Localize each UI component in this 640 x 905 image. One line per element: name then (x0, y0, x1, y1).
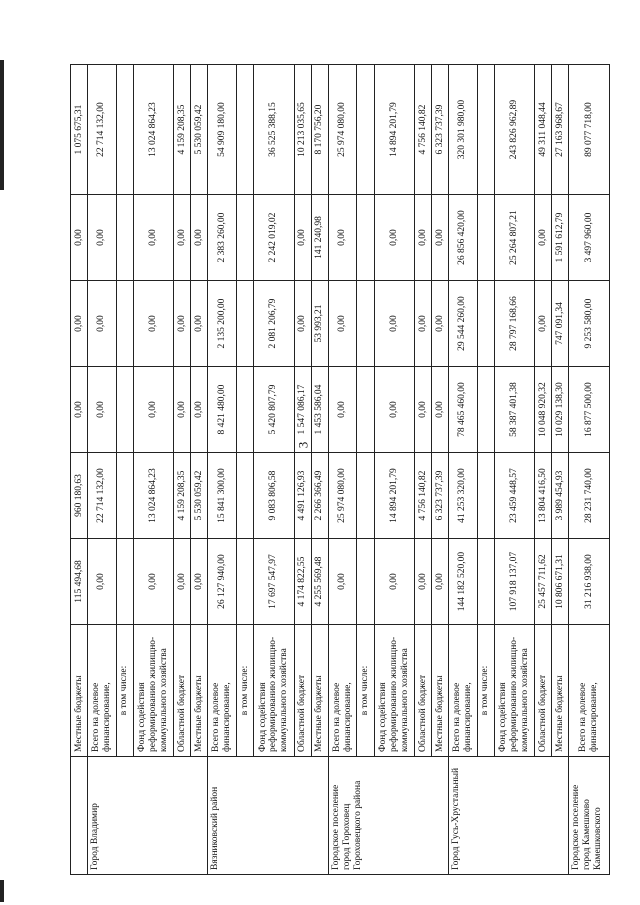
funding-source-cell: Местные бюджеты (311, 625, 328, 757)
value-cell: 58 387 401,38 (494, 367, 534, 453)
value-cell: 747 091,34 (552, 281, 569, 367)
value-cell: 17 697 547,97 (254, 539, 294, 625)
value-cell: 3 497 960,00 (569, 195, 610, 281)
value-cell: 25 974 080,00 (328, 453, 357, 539)
value-cell: 0,00 (88, 539, 117, 625)
value-cell (116, 195, 133, 281)
value-cell: 10 806 671,31 (552, 539, 569, 625)
table-row (71, 65, 88, 875)
funding-source-cell: Областной бюджет (174, 625, 191, 757)
total-value-cell: 10 213 035,65 (294, 65, 311, 195)
total-value-cell: 14 894 201,79 (374, 65, 414, 195)
table-row (294, 65, 311, 875)
value-cell: 0,00 (414, 281, 431, 367)
value-cell: 0,00 (432, 281, 449, 367)
value-cell: 2 081 206,79 (254, 281, 294, 367)
value-cell: 2 242 019,02 (254, 195, 294, 281)
value-cell: 28 231 740,00 (569, 453, 610, 539)
value-cell: 0,00 (174, 195, 191, 281)
table-row (174, 65, 191, 875)
value-cell (357, 367, 374, 453)
value-cell: 0,00 (294, 281, 311, 367)
municipality-cell: Город Гусь-Хрустальный (449, 757, 569, 875)
value-cell: 141 240,98 (311, 195, 328, 281)
value-cell: 0,00 (294, 195, 311, 281)
value-cell: 0,00 (133, 539, 173, 625)
value-cell: 0,00 (191, 367, 208, 453)
value-cell: 9 253 580,00 (569, 281, 610, 367)
value-cell: 2 383 260,00 (208, 195, 237, 281)
page-number: 3 (295, 441, 311, 449)
value-cell: 8 421 480,00 (208, 367, 237, 453)
value-cell (477, 281, 494, 367)
value-cell: 960 180,63 (71, 453, 88, 539)
table-row (191, 65, 208, 875)
table-row (535, 65, 552, 875)
funding-source-cell: Местные бюджеты (552, 625, 569, 757)
value-cell: 78 465 460,00 (449, 367, 478, 453)
value-cell: 25 264 807,21 (494, 195, 534, 281)
value-cell: 0,00 (174, 367, 191, 453)
scan-edge-line (0, 880, 4, 902)
value-cell (237, 195, 254, 281)
value-cell: 0,00 (328, 195, 357, 281)
value-cell: 15 841 300,00 (208, 453, 237, 539)
funding-source-cell: Фонд содействия реформированию жилищно-коммунального хозяйства (374, 625, 414, 757)
total-value-cell: 6 323 737,39 (432, 65, 449, 195)
total-value-cell: 5 530 059,42 (191, 65, 208, 195)
total-value-cell (116, 65, 133, 195)
value-cell: 4 174 822,55 (294, 539, 311, 625)
total-value-cell: 4 159 208,35 (174, 65, 191, 195)
value-cell: 0,00 (133, 367, 173, 453)
value-cell: 0,00 (71, 195, 88, 281)
value-cell: 6 323 737,39 (432, 453, 449, 539)
value-cell: 9 083 806,58 (254, 453, 294, 539)
value-cell: 115 494,68 (71, 539, 88, 625)
table-row (311, 65, 328, 875)
value-cell: 0,00 (374, 281, 414, 367)
funding-table (70, 64, 610, 875)
value-cell: 0,00 (374, 195, 414, 281)
value-cell: 0,00 (432, 195, 449, 281)
municipality-cell: Городское поселение город Гороховец Гороховецкого района (328, 757, 448, 875)
total-value-cell: 4 756 140,82 (414, 65, 431, 195)
table-row (414, 65, 431, 875)
value-cell (237, 367, 254, 453)
value-cell: 2 266 366,49 (311, 453, 328, 539)
municipality-cell: Город Владимир (88, 757, 208, 875)
value-cell: 0,00 (191, 281, 208, 367)
value-cell: 144 182 520,00 (449, 539, 478, 625)
funding-source-cell: Всего на долевое финансирование, (449, 625, 478, 757)
value-cell: 0,00 (174, 281, 191, 367)
value-cell: 0,00 (432, 539, 449, 625)
funding-source-cell: в том числе: (357, 625, 374, 757)
value-cell: 5 530 059,42 (191, 453, 208, 539)
funding-source-cell: Областной бюджет (414, 625, 431, 757)
value-cell: 2 135 200,00 (208, 281, 237, 367)
value-cell (116, 539, 133, 625)
value-cell: 26 127 940,00 (208, 539, 237, 625)
total-value-cell: 8 170 756,20 (311, 65, 328, 195)
total-value-cell: 49 311 048,44 (535, 65, 552, 195)
municipality-cell: Вязниковский район (208, 757, 328, 875)
value-cell: 0,00 (191, 195, 208, 281)
value-cell: 13 804 416,50 (535, 453, 552, 539)
table-row (88, 65, 117, 875)
value-cell (357, 453, 374, 539)
table-row (552, 65, 569, 875)
value-cell: 28 797 168,66 (494, 281, 534, 367)
value-cell: 22 714 132,00 (88, 453, 117, 539)
value-cell: 10 029 138,30 (552, 367, 569, 453)
total-value-cell: 89 077 718,00 (569, 65, 610, 195)
total-value-cell: 36 525 388,15 (254, 65, 294, 195)
total-value-cell: 54 909 180,00 (208, 65, 237, 195)
value-cell: 53 993,21 (311, 281, 328, 367)
value-cell: 0,00 (535, 281, 552, 367)
value-cell: 41 253 320,00 (449, 453, 478, 539)
value-cell: 3 989 454,93 (552, 453, 569, 539)
value-cell (116, 367, 133, 453)
funding-source-cell: Местные бюджеты (191, 625, 208, 757)
value-cell: 10 048 920,32 (535, 367, 552, 453)
total-value-cell: 25 974 080,00 (328, 65, 357, 195)
value-cell (357, 539, 374, 625)
table-row (133, 65, 173, 875)
funding-source-cell: Всего на долевое финансирование, (328, 625, 357, 757)
total-value-cell: 1 075 675,31 (71, 65, 88, 195)
table-row (449, 65, 478, 875)
value-cell: 4 255 569,48 (311, 539, 328, 625)
value-cell: 0,00 (328, 539, 357, 625)
funding-source-cell: Фонд содействия реформированию жилищно-коммунального хозяйства (254, 625, 294, 757)
value-cell: 0,00 (71, 367, 88, 453)
value-cell (116, 453, 133, 539)
value-cell (357, 281, 374, 367)
municipality-cell (71, 757, 88, 875)
table-row (374, 65, 414, 875)
table-row (208, 65, 237, 875)
funding-source-cell: Всего на долевое финансирование, (569, 625, 610, 757)
funding-source-cell: Фонд содействия реформированию жилищно-коммунального хозяйства (133, 625, 173, 757)
total-value-cell: 243 826 962,89 (494, 65, 534, 195)
total-value-cell (237, 65, 254, 195)
value-cell: 0,00 (133, 195, 173, 281)
total-value-cell: 22 714 132,00 (88, 65, 117, 195)
funding-source-cell: Местные бюджеты (71, 625, 88, 757)
table-row (494, 65, 534, 875)
table-row (569, 65, 610, 875)
value-cell (477, 195, 494, 281)
value-cell: 16 877 500,00 (569, 367, 610, 453)
funding-source-cell: Областной бюджет (294, 625, 311, 757)
value-cell: 0,00 (88, 367, 117, 453)
value-cell: 14 894 201,79 (374, 453, 414, 539)
value-cell: 4 756 140,82 (414, 453, 431, 539)
value-cell: 0,00 (88, 195, 117, 281)
value-cell (477, 539, 494, 625)
value-cell: 0,00 (374, 367, 414, 453)
table-row (432, 65, 449, 875)
value-cell: 0,00 (328, 281, 357, 367)
value-cell: 29 544 260,00 (449, 281, 478, 367)
scan-edge-line (0, 60, 4, 190)
funding-source-cell: в том числе: (237, 625, 254, 757)
value-cell: 0,00 (174, 539, 191, 625)
funding-source-cell: Областной бюджет (535, 625, 552, 757)
value-cell (477, 453, 494, 539)
value-cell: 5 420 807,79 (254, 367, 294, 453)
value-cell: 0,00 (535, 195, 552, 281)
value-cell: 0,00 (328, 367, 357, 453)
funding-source-cell: в том числе: (477, 625, 494, 757)
value-cell (477, 367, 494, 453)
funding-table-wrapper (70, 65, 610, 875)
table-row (237, 65, 254, 875)
table-row (116, 65, 133, 875)
funding-source-cell: Местные бюджеты (432, 625, 449, 757)
total-value-cell: 320 301 980,00 (449, 65, 478, 195)
value-cell: 1 591 612,79 (552, 195, 569, 281)
total-value-cell (477, 65, 494, 195)
value-cell: 25 457 711,62 (535, 539, 552, 625)
value-cell: 0,00 (71, 281, 88, 367)
value-cell (116, 281, 133, 367)
table-row (357, 65, 374, 875)
value-cell: 0,00 (191, 539, 208, 625)
value-cell (357, 195, 374, 281)
value-cell: 0,00 (88, 281, 117, 367)
value-cell: 107 918 137,07 (494, 539, 534, 625)
value-cell: 0,00 (374, 539, 414, 625)
value-cell: 4 159 208,35 (174, 453, 191, 539)
table-row (328, 65, 357, 875)
value-cell: 0,00 (432, 367, 449, 453)
funding-source-cell: Всего на долевое финансирование, (208, 625, 237, 757)
value-cell: 4 491 126,93 (294, 453, 311, 539)
value-cell (237, 453, 254, 539)
value-cell: 13 024 864,23 (133, 453, 173, 539)
value-cell: 0,00 (414, 195, 431, 281)
value-cell: 1 547 086,17 (294, 367, 311, 453)
value-cell (237, 539, 254, 625)
value-cell: 1 453 586,04 (311, 367, 328, 453)
total-value-cell: 13 024 864,23 (133, 65, 173, 195)
municipality-cell: Городское поселение город Камешково Камешковского (569, 757, 610, 875)
table-row (477, 65, 494, 875)
value-cell: 31 216 938,00 (569, 539, 610, 625)
funding-source-cell: в том числе: (116, 625, 133, 757)
total-value-cell: 27 163 968,67 (552, 65, 569, 195)
value-cell: 0,00 (414, 367, 431, 453)
funding-source-cell: Всего на долевое финансирование, (88, 625, 117, 757)
value-cell: 0,00 (133, 281, 173, 367)
funding-source-cell: Фонд содействия реформированию жилищно-коммунального хозяйства (494, 625, 534, 757)
table-row (254, 65, 294, 875)
value-cell: 0,00 (414, 539, 431, 625)
value-cell (237, 281, 254, 367)
value-cell: 26 856 420,00 (449, 195, 478, 281)
total-value-cell (357, 65, 374, 195)
value-cell: 23 459 448,57 (494, 453, 534, 539)
